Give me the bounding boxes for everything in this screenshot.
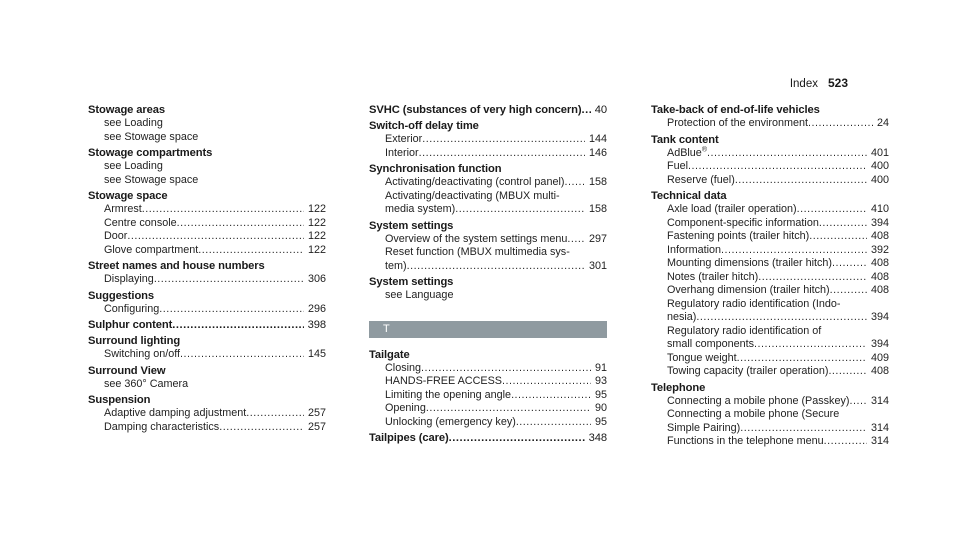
index-term: Suspension	[88, 394, 151, 406]
index-entry	[88, 289, 326, 317]
subentry-page: 146	[588, 146, 607, 159]
subentry-text	[667, 257, 832, 271]
index-subentry	[651, 338, 889, 352]
subentry-label: Closing	[385, 361, 422, 374]
subentry-text	[667, 352, 737, 366]
index-entry	[369, 275, 607, 303]
index-entry	[88, 364, 326, 392]
subentry-line: Regulatory radio identification of	[667, 324, 822, 337]
subentry-text	[667, 395, 849, 409]
subentry-text	[667, 422, 740, 436]
term-page: 348	[588, 432, 607, 444]
subentry-page: 400	[870, 160, 889, 172]
index-entry	[651, 103, 889, 131]
index-subentry	[651, 217, 889, 231]
dot-leader	[754, 338, 867, 352]
subentry-text	[385, 362, 421, 376]
subentry-text	[385, 375, 502, 389]
subentry-page: 257	[307, 420, 326, 433]
subentry-page: 394	[870, 311, 889, 323]
index-subentry	[369, 147, 607, 161]
dot-leader	[809, 230, 867, 244]
subentry-label: Adaptive damping adjustment	[104, 407, 247, 419]
index-term: Surround View	[88, 364, 166, 377]
subentry-text	[104, 348, 180, 362]
dot-leader	[421, 362, 591, 376]
subentry-page: 401	[870, 146, 889, 159]
subentry-text	[667, 147, 707, 161]
subentry-text	[667, 203, 797, 217]
subentry-page: 24	[876, 117, 889, 129]
page-number: 523	[827, 76, 848, 90]
dot-leader	[564, 176, 585, 190]
index-subentry: see Stowage space	[104, 173, 199, 186]
index-term: Switch-off delay time	[369, 120, 479, 132]
index-subentry	[651, 174, 889, 188]
index-term: Surround lighting	[88, 335, 181, 347]
index-term: System settings	[369, 219, 454, 232]
subentry-text	[104, 303, 159, 317]
dot-leader	[582, 103, 591, 117]
index-subentry	[88, 348, 326, 362]
subentry-page: 158	[588, 176, 607, 188]
subentry-label: Exterior	[385, 133, 423, 145]
subentry-label: Connecting a mobile phone (Passkey)	[667, 394, 850, 407]
subentry-page: 297	[588, 232, 607, 245]
subentry-text	[104, 217, 177, 231]
index-term: Street names and house numbers	[88, 260, 265, 272]
subentry-text	[667, 271, 758, 285]
subentry-label: nesia)	[667, 311, 697, 323]
index-subentry	[369, 176, 607, 190]
index-term: Stowage areas	[88, 104, 166, 116]
subentry-page: 122	[307, 216, 326, 229]
subentry-label: Overview of the system settings menu	[385, 232, 568, 245]
subentry-text	[385, 176, 564, 190]
subentry-page: 95	[594, 415, 607, 428]
dot-leader	[511, 389, 591, 403]
index-subentry	[88, 407, 326, 421]
dot-leader	[502, 375, 591, 389]
index-subentry	[88, 421, 326, 435]
index-entry	[88, 334, 326, 362]
subentry-page: 306	[307, 273, 326, 285]
index-subentry	[369, 362, 607, 376]
subentry-text	[385, 233, 567, 247]
subentry-text	[104, 244, 198, 258]
dot-leader	[830, 284, 867, 298]
dot-leader	[180, 348, 304, 362]
subentry-page: 122	[307, 230, 326, 242]
subentry-line: Regulatory radio identification (Indo-	[667, 297, 841, 310]
section-letter-bar: T	[369, 321, 607, 338]
subentry-page: 409	[870, 351, 889, 364]
index-column-3	[651, 103, 889, 451]
index-entry	[369, 162, 607, 217]
index-subentry	[651, 284, 889, 298]
subentry-page: 144	[588, 133, 607, 145]
subentry-label: tem)	[385, 259, 407, 272]
subentry-text	[104, 407, 246, 421]
subentry-page: 257	[307, 407, 326, 419]
dot-leader	[407, 260, 585, 274]
index-entry	[88, 318, 326, 332]
registered-mark: ®	[701, 145, 707, 153]
subentry-text	[667, 435, 824, 449]
index-subentry	[88, 203, 326, 217]
index-subentry	[651, 365, 889, 379]
subentry-page: 394	[870, 216, 889, 229]
index-subentry	[369, 389, 607, 403]
subentry-text	[385, 133, 422, 147]
subentry-page: 90	[594, 402, 607, 414]
index-entry	[88, 259, 326, 287]
subentry-label: media system)	[385, 203, 456, 215]
subentry-text	[667, 117, 808, 131]
index-subentry	[651, 117, 889, 131]
subentry-page: 122	[307, 203, 326, 215]
subentry-text	[104, 421, 219, 435]
subentry-line: Activating/deactivating (MBUX multi-	[385, 189, 560, 202]
dot-leader	[688, 160, 867, 174]
index-subentry	[369, 203, 607, 217]
subentry-label: Functions in the telephone menu	[667, 435, 824, 447]
subentry-label: Fastening points (trailer hitch)	[667, 230, 810, 242]
dot-leader	[422, 133, 585, 147]
index-entry	[88, 393, 326, 434]
subentry-page: 93	[594, 375, 607, 387]
dot-leader	[707, 147, 867, 161]
subentry-label: Damping characteristics	[104, 420, 220, 433]
index-subentry: see Loading	[104, 117, 163, 129]
subentry-text	[667, 160, 688, 174]
index-term: Stowage space	[88, 190, 168, 202]
dot-leader	[758, 271, 867, 285]
subentry-page: 91	[594, 361, 607, 374]
index-entry	[369, 103, 607, 117]
dot-leader	[721, 244, 867, 258]
subentry-page: 95	[594, 388, 607, 401]
subentry-label: Overhang dimension (trailer hitch)	[667, 284, 830, 296]
index-subentry	[651, 352, 889, 366]
subentry-label: Mounting dimensions (trailer hitch)	[667, 257, 833, 269]
index-entry	[369, 119, 607, 160]
subentry-label: Unlocking (emergency key)	[385, 415, 516, 428]
subentry-label: Simple Pairing)	[667, 421, 741, 434]
subentry-text	[104, 203, 142, 217]
index-entry	[369, 431, 607, 445]
index-subentry	[88, 230, 326, 244]
index-subentry: see 360° Camera	[104, 377, 189, 390]
subentry-label: Activating/deactivating (control panel)	[385, 176, 565, 188]
index-subentry	[651, 244, 889, 258]
subentry-text	[667, 217, 819, 231]
subentry-label: HANDS-FREE ACCESS	[385, 375, 502, 387]
subentry-label: small components	[667, 338, 755, 350]
subentry-page: 314	[870, 394, 889, 407]
index-term	[88, 318, 326, 332]
index-subentry	[651, 311, 889, 325]
index-column-2	[369, 103, 607, 447]
index-entry	[651, 133, 889, 188]
dot-leader	[735, 174, 867, 188]
subentry-page: 145	[307, 348, 326, 360]
subentry-label: Protection of the environment	[667, 117, 809, 129]
dot-leader	[172, 318, 303, 332]
index-term: Technical data	[651, 190, 727, 202]
subentry-label: Tongue weight	[667, 351, 737, 364]
index-subentry	[651, 435, 889, 449]
subentry-text	[667, 284, 830, 298]
subentry-page: 158	[588, 203, 607, 215]
term-page: 40	[594, 104, 607, 116]
index-subentry	[369, 375, 607, 389]
index-subentry	[651, 257, 889, 271]
dot-leader	[426, 402, 591, 416]
subentry-line: Connecting a mobile phone (Secure	[667, 408, 840, 420]
subentry-page: 314	[870, 421, 889, 434]
subentry-label: Component-specific information	[667, 216, 819, 229]
subentry-page: 301	[588, 259, 607, 272]
index-subentry	[88, 273, 326, 287]
index-subentry	[369, 233, 607, 247]
index-subentry: see Stowage space	[104, 130, 199, 143]
dot-leader	[849, 395, 867, 409]
subentry-page: 410	[870, 203, 889, 215]
index-entry	[369, 219, 607, 274]
dot-leader	[737, 352, 867, 366]
subentry-text	[667, 311, 696, 325]
dot-leader	[455, 203, 585, 217]
index-subentry	[651, 395, 889, 409]
index-term: Stowage compartments	[88, 147, 213, 159]
subentry-page: 408	[870, 257, 889, 269]
dot-leader	[177, 217, 304, 231]
index-term: Take-back of end-of-life vehicles	[651, 104, 820, 116]
index-subentry	[651, 422, 889, 436]
subentry-text	[385, 260, 407, 274]
subentry-text	[385, 203, 455, 217]
subentry-text	[385, 389, 511, 403]
subentry-page: 314	[870, 435, 889, 447]
subentry-label: Configuring	[104, 302, 160, 315]
subentry-line: Reset function (MBUX multimedia sys-	[385, 246, 570, 258]
dot-leader	[740, 422, 867, 436]
subentry-text	[385, 147, 419, 161]
subentry-page: 408	[870, 284, 889, 296]
subentry-label: Glove compartment	[104, 243, 199, 256]
index-term: Telephone	[651, 381, 706, 394]
page-header	[790, 76, 848, 90]
index-subentry	[651, 230, 889, 244]
subentry-page: 392	[870, 243, 889, 256]
subentry-label: Door	[104, 230, 128, 242]
dot-leader	[419, 147, 585, 161]
subentry-page: 408	[870, 365, 889, 377]
index-term: System settings	[369, 276, 454, 288]
dot-leader	[819, 217, 867, 231]
index-subentry	[88, 244, 326, 258]
index-subentry	[651, 147, 889, 161]
term-text: Sulphur content	[88, 319, 173, 331]
subentry-label: Centre console	[104, 216, 177, 229]
index-subentry: see Loading	[104, 160, 163, 172]
dot-leader	[828, 365, 867, 379]
subentry-text	[667, 230, 809, 244]
index-entry	[369, 348, 607, 430]
index-column-1	[88, 103, 326, 436]
dot-leader	[219, 421, 304, 435]
subentry-label: Axle load (trailer operation)	[667, 203, 797, 215]
index-entry	[88, 103, 326, 144]
subentry-label: Information	[667, 243, 722, 256]
subentry-text	[385, 416, 516, 430]
subentry-page: 394	[870, 338, 889, 350]
subentry-page: 400	[870, 173, 889, 186]
subentry-text	[667, 174, 735, 188]
dot-leader	[127, 230, 304, 244]
dot-leader	[797, 203, 867, 217]
index-subentry: see Language	[385, 289, 454, 301]
index-subentry	[369, 416, 607, 430]
subentry-label: Reserve (fuel)	[667, 173, 735, 186]
term-text: Tailpipes (care)	[369, 432, 449, 444]
index-subentry	[651, 203, 889, 217]
index-entry	[88, 146, 326, 187]
dot-leader	[449, 431, 585, 445]
subentry-text	[667, 338, 754, 352]
dot-leader	[246, 407, 304, 421]
index-entry	[651, 381, 889, 449]
index-term: Synchronisation function	[369, 163, 502, 175]
subentry-label: Switching on/off	[104, 348, 181, 360]
index-entry	[651, 189, 889, 379]
dot-leader	[159, 303, 304, 317]
index-subentry	[369, 133, 607, 147]
dot-leader	[154, 273, 304, 287]
subentry-label: Interior	[385, 146, 419, 159]
dot-leader	[808, 117, 873, 131]
index-subentry	[88, 217, 326, 231]
index-subentry	[651, 160, 889, 174]
index-subentry	[369, 402, 607, 416]
subentry-text	[104, 273, 154, 287]
subentry-label: Notes (trailer hitch)	[667, 270, 759, 283]
index-term: Tank content	[651, 133, 719, 146]
subentry-label: Armrest	[104, 203, 142, 215]
index-subentry	[369, 260, 607, 274]
subentry-text	[667, 244, 721, 258]
term-text: SVHC (substances of very high concern)	[369, 104, 582, 116]
subentry-label: Limiting the opening angle	[385, 388, 512, 401]
dot-leader	[198, 244, 304, 258]
dot-leader	[832, 257, 867, 271]
subentry-label: Fuel	[667, 160, 689, 172]
subentry-label: Displaying	[104, 273, 154, 285]
subentry-text	[385, 402, 426, 416]
index-term: Tailgate	[369, 348, 410, 361]
subentry-page: 408	[870, 230, 889, 242]
index-term	[369, 431, 607, 445]
subentry-page: 408	[870, 270, 889, 283]
index-term	[369, 103, 607, 117]
subentry-page: 296	[307, 302, 326, 315]
dot-leader	[824, 435, 867, 449]
index-label: Index	[789, 78, 818, 90]
subentry-label: AdBlue	[667, 146, 702, 159]
index-subentry	[88, 303, 326, 317]
subentry-label: Opening	[385, 402, 426, 414]
dot-leader	[567, 233, 585, 247]
index-term: Suggestions	[88, 289, 155, 302]
subentry-text	[667, 365, 828, 379]
subentry-page: 122	[307, 243, 326, 256]
subentry-text	[104, 230, 127, 244]
index-entry	[88, 189, 326, 257]
term-page: 398	[307, 319, 326, 331]
dot-leader	[142, 203, 304, 217]
index-subentry	[651, 271, 889, 285]
subentry-label: Towing capacity (trailer operation)	[667, 365, 829, 377]
dot-leader	[516, 416, 591, 430]
dot-leader	[696, 311, 867, 325]
